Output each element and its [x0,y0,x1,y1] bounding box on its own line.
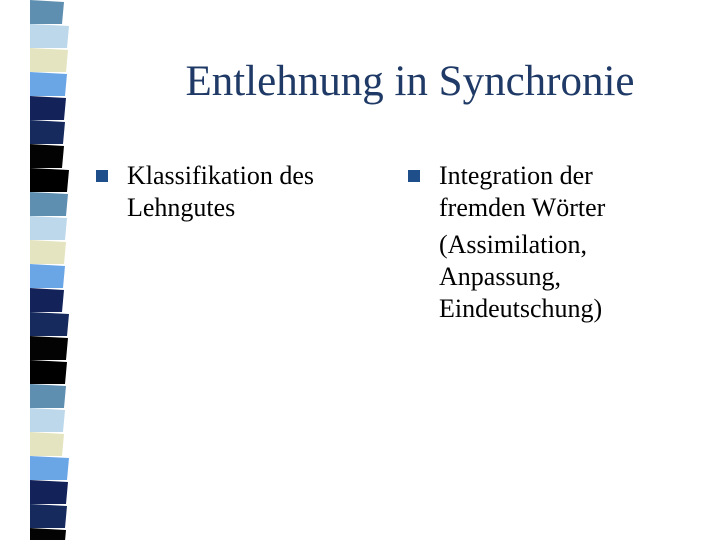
bullet-line: Integration der [439,161,593,190]
bullet-line: fremden Wörter [439,193,606,222]
sub-text [439,229,708,325]
square-bullet-icon [96,170,108,182]
stripe-segment [30,408,65,432]
stripe-segment [30,216,67,240]
decorative-stripe [0,0,80,540]
stripe-segment [30,264,65,288]
sub-line: Eindeutschung) [439,294,603,323]
stripe-segment [30,480,68,504]
bullet-text [127,160,314,224]
bullet-line: Lehngutes [127,193,236,222]
square-bullet-icon [408,170,420,182]
stripe-segment [30,504,67,528]
stripe-segment [30,96,66,120]
stripe-segment [30,24,69,48]
stripe-segment [30,456,69,480]
left-column [96,160,376,224]
slide-title: Entlehnung in Synchronie [185,58,635,105]
stripe-segment [30,72,67,96]
right-column [408,160,708,325]
bullet-text [439,160,605,224]
stripe-segment [30,192,68,216]
stripe-segment [30,384,66,408]
stripe-segment [30,0,64,24]
sub-line: (Assimilation, [439,230,588,259]
stripe-segment [30,48,68,72]
stripe-segment [30,288,64,312]
stripe-segment [30,528,66,540]
bullet-line: Klassifikation des [127,161,315,190]
bullet-item [96,160,376,224]
stripe-segment [30,168,69,192]
stripe-segment [30,312,69,336]
sub-line: Anpassung, [439,262,562,291]
stripe-segment [30,144,64,168]
stripe-segment [30,336,68,360]
stripe-segment [30,360,67,384]
stripe-segment [30,240,66,264]
stripe-segment [30,432,64,456]
bullet-item [408,160,708,224]
stripe-segment [30,120,65,144]
